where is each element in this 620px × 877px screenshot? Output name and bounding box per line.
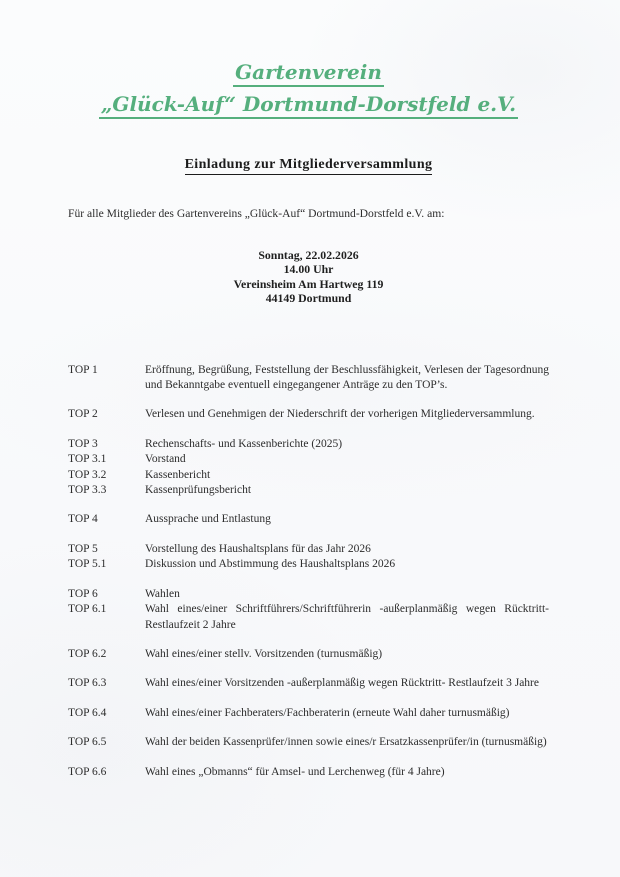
agenda-item-text: Eröffnung, Begrüßung, Feststellung der Beschlussfähigkeit, Verlesen der Tagesordnung und Bekanntgabe eventuell eingegangener Anträge zu den TOP’s. [145, 363, 549, 392]
agenda-item-top3-2 [68, 468, 549, 483]
agenda-item-top3 [68, 437, 549, 452]
club-name-line1: Gartenverein [233, 60, 384, 87]
agenda-item-text: Vorstand [145, 453, 186, 466]
agenda-item-label: TOP 6.2 [68, 647, 107, 660]
agenda-item-top1 [68, 363, 549, 394]
agenda-item-label: TOP 6.4 [68, 706, 107, 719]
agenda-item-top3-1 [68, 452, 549, 467]
agenda-item-label: TOP 3 [68, 437, 98, 450]
agenda-item-top3-3 [68, 483, 549, 498]
agenda-item-top6-4 [68, 706, 549, 721]
agenda-item-label: TOP 2 [68, 408, 98, 421]
agenda-item-text: Wahl eines „Obmanns“ für Amsel- und Lerchenweg (für 4 Jahre) [145, 765, 445, 778]
agenda-item-label: TOP 5.1 [68, 558, 107, 571]
agenda-item-text: Kassenbericht [145, 468, 211, 481]
agenda-item-top5 [68, 542, 549, 557]
agenda-item-label: TOP 3.2 [68, 468, 107, 481]
agenda-item-top5-1 [68, 557, 549, 572]
agenda-item-text: Wahl eines/einer stellv. Vorsitzenden (turnusmäßig) [145, 647, 383, 660]
event-city: 44149 Dortmund [265, 291, 352, 306]
agenda-item-label: TOP 5 [68, 542, 98, 555]
agenda-item-text: Diskussion und Abstimmung des Haushaltsplans 2026 [145, 558, 396, 571]
agenda-item-label: TOP 3.3 [68, 484, 107, 497]
agenda-item-top6-6 [68, 765, 549, 780]
agenda-item-text: Wahlen [145, 587, 180, 600]
agenda-item-text: Vorstellung des Haushaltsplans für das Jahr 2026 [145, 542, 371, 555]
event-venue: Vereinsheim Am Hartweg 119 [233, 276, 384, 291]
agenda-item-top6-1 [68, 602, 549, 633]
agenda-item-text: Rechenschafts- und Kassenberichte (2025) [145, 437, 343, 450]
agenda-item-text: Kassenprüfungsbericht [145, 484, 252, 497]
agenda-item-top6-2 [68, 647, 549, 662]
agenda-item-top6-3 [68, 676, 549, 691]
agenda-item-text: Wahl eines/einer Fachberaters/Fachberaterin (erneute Wahl daher turnusmäßig) [145, 706, 510, 719]
agenda-item-text: Wahl der beiden Kassenprüfer/innen sowie eines/r Ersatzkassenprüfer/in (turnusmäßig) [145, 736, 547, 749]
agenda-item-label: TOP 4 [68, 513, 98, 526]
agenda-item-label: TOP 6 [68, 587, 98, 600]
agenda-item-label: TOP 6.6 [68, 765, 107, 778]
club-header [68, 60, 549, 119]
agenda-item-text: Wahl eines/einer Schriftführers/Schriftführerin -außerplanmäßig wegen Rücktritt- Restlaufzeit 2 Jahre [145, 603, 549, 631]
agenda-item-top6-5 [68, 735, 549, 750]
agenda-item-label: TOP 6.3 [68, 677, 107, 690]
agenda-item-text: Verlesen und Genehmigen der Niederschrift der vorherigen Mitgliederversammlung. [145, 408, 535, 421]
event-date: Sonntag, 22.02.2026 [258, 248, 359, 262]
agenda [68, 363, 549, 780]
agenda-item-top6 [68, 587, 549, 602]
agenda-item-label: TOP 6.1 [68, 603, 107, 616]
document-title-wrap [68, 155, 549, 175]
document-title: Einladung zur Mitgliederversammlung [185, 156, 433, 175]
event-details [68, 248, 549, 306]
agenda-item-text: Aussprache und Entlastung [145, 513, 271, 526]
agenda-item-label: TOP 6.5 [68, 736, 107, 749]
agenda-item-label: TOP 1 [68, 363, 98, 376]
intro-text: Für alle Mitglieder des Gartenvereins „Glück-Auf“ Dortmund-Dorstfeld e.V. am: [68, 207, 445, 220]
club-name-line2: „Glück-Auf“ Dortmund-Dorstfeld e.V. [99, 92, 518, 119]
agenda-item-top4 [68, 512, 549, 527]
event-time: 14.00 Uhr [283, 262, 334, 277]
agenda-item-text: Wahl eines/einer Vorsitzenden -außerplanmäßig wegen Rücktritt- Restlaufzeit 3 Jahre [145, 677, 539, 690]
agenda-item-label: TOP 3.1 [68, 453, 107, 466]
agenda-item-top2 [68, 407, 549, 422]
